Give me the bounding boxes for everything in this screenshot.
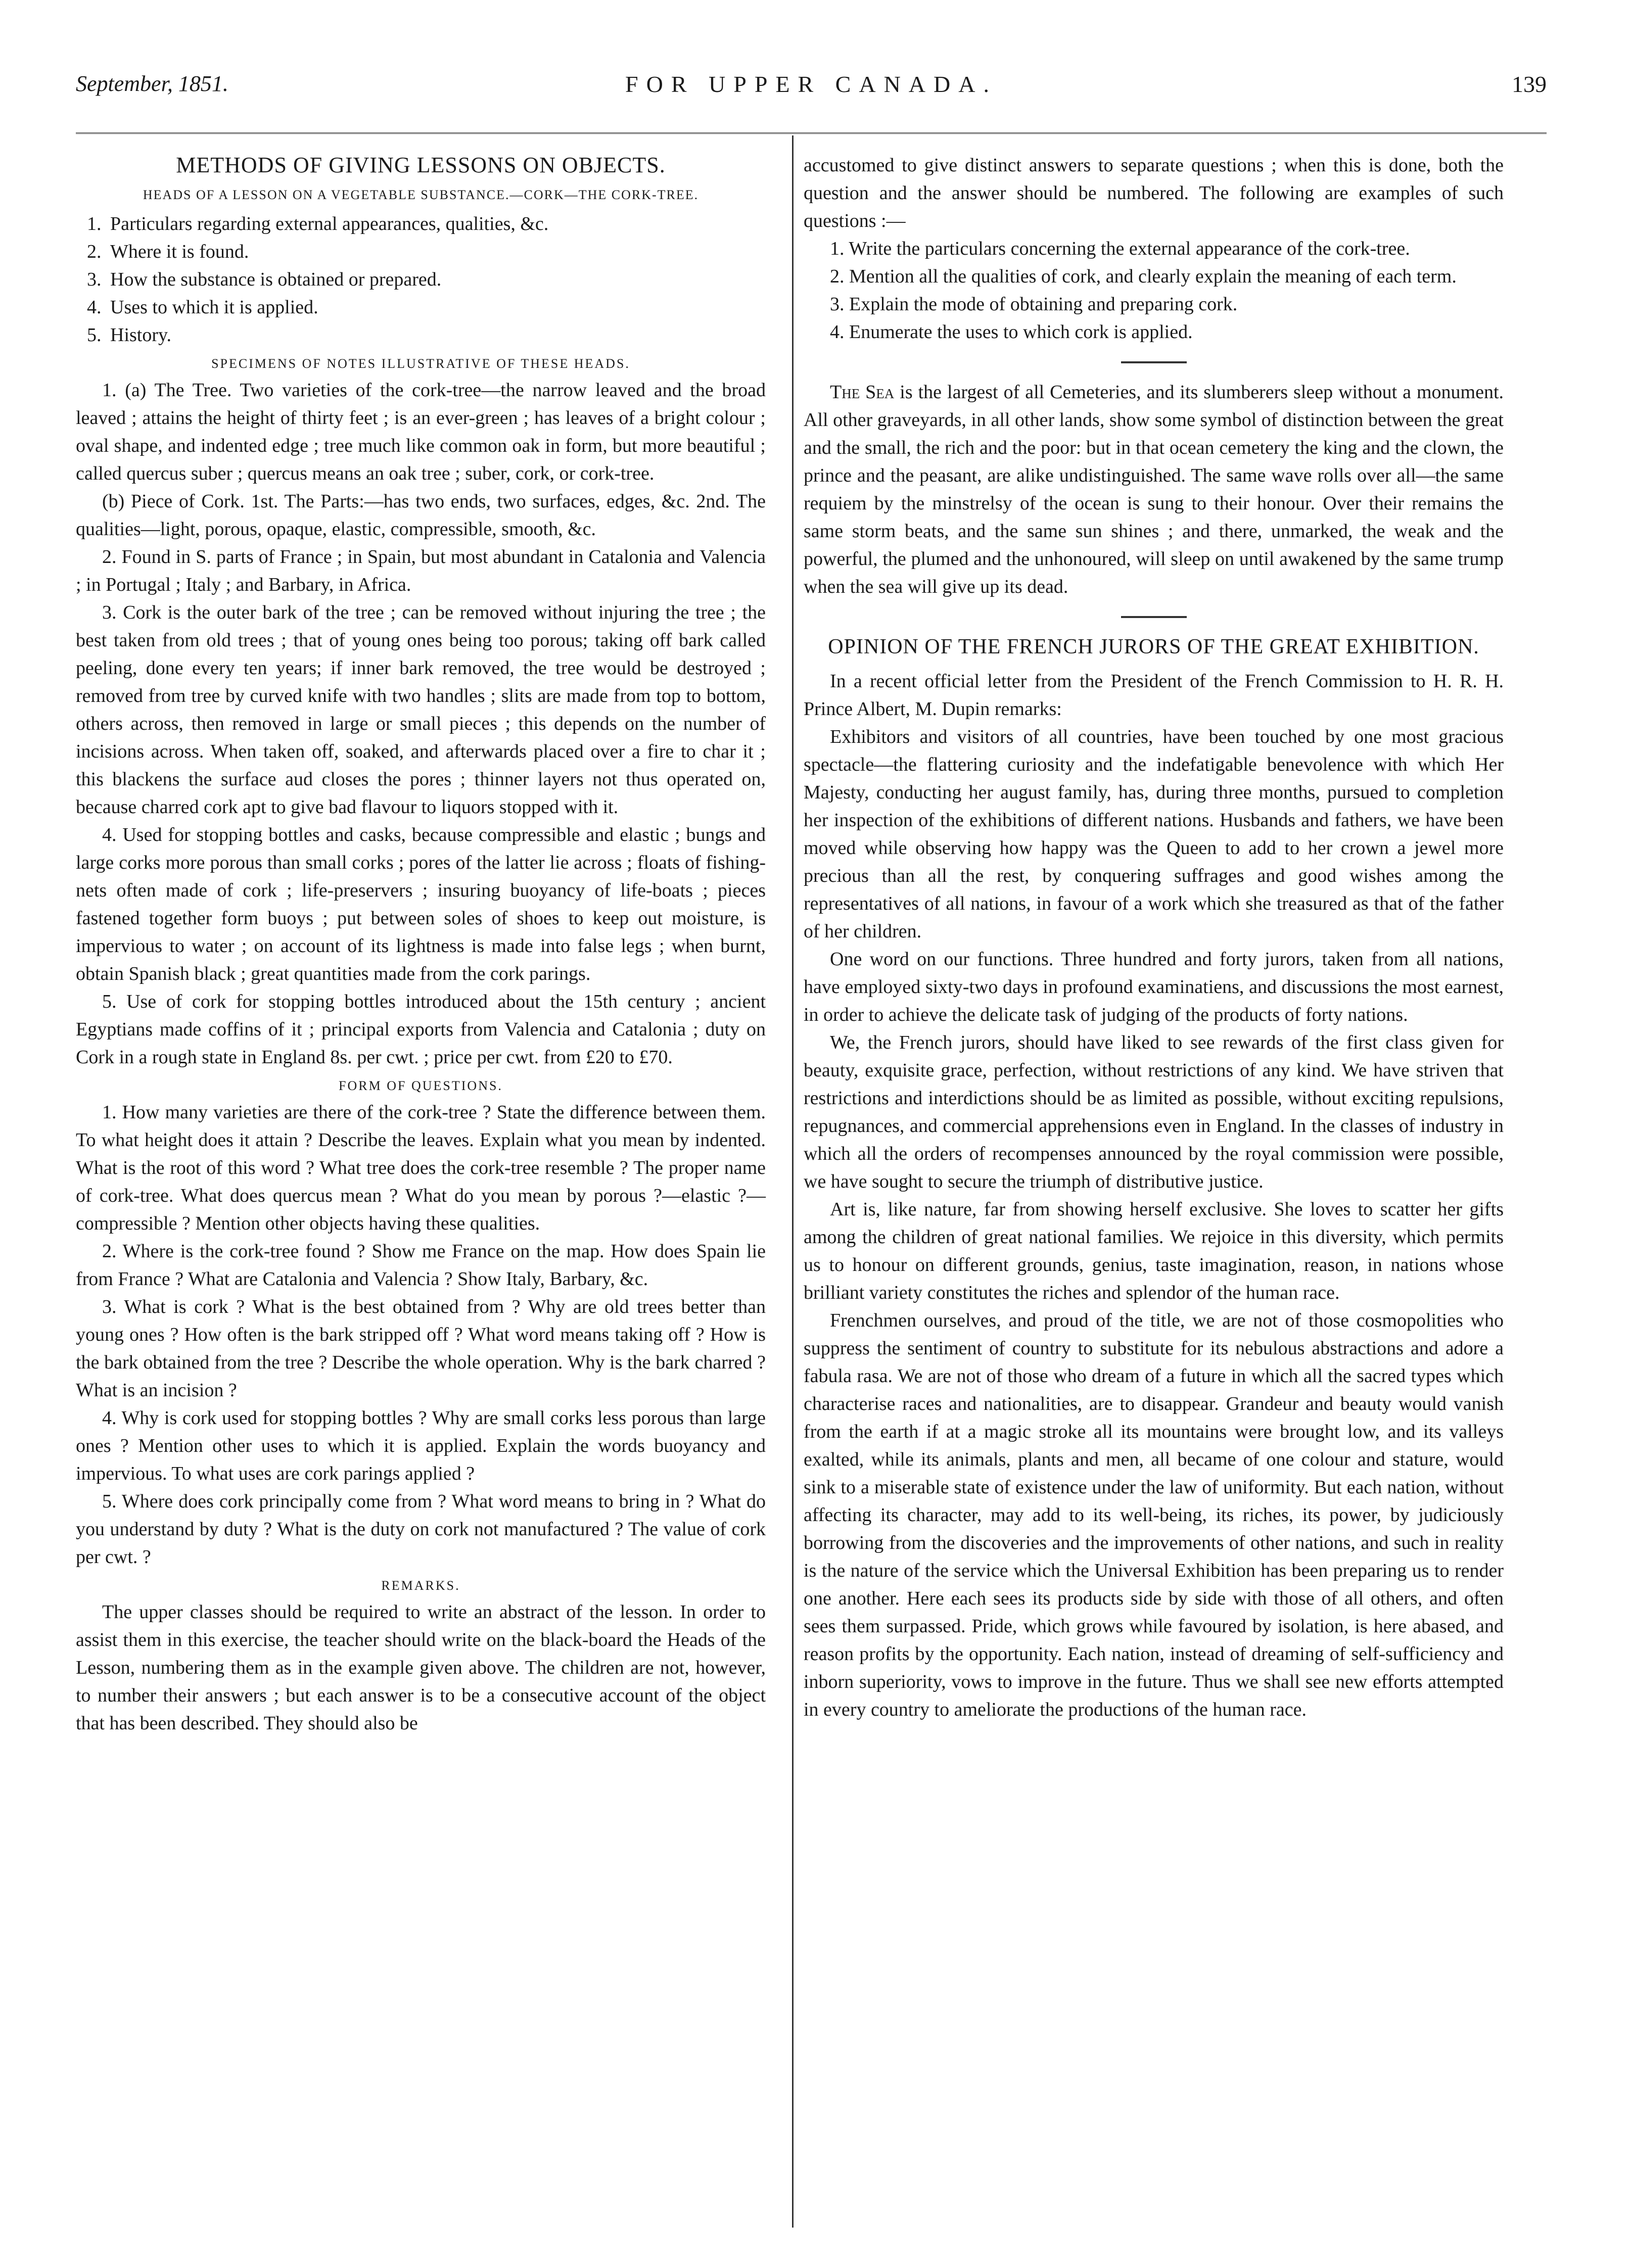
- article-title-opinion: OPINION OF THE FRENCH JURORS OF THE GREAT EXHIBITION.: [828, 635, 1479, 658]
- page-header: [76, 71, 1547, 116]
- note-paragraph: (b) Piece of Cork. 1st. The Parts:—has two ends, two surfaces, edges, &c. 2nd. The qualities—light, porous, opaque, elastic, compressible, smooth, &c.: [76, 491, 766, 540]
- opinion-paragraph: We, the French jurors, should have liked to see rewards of the first class given for beauty, exquisite grace, perfection, without restrictions of any kind. We have striven that restrictions and interdictions should be as limited as possible, without exciting repulsions, repugnances, and commercial apprehensions even in England. In the classes of industry in which all the orders of recompenses announced by the royal commission were possible, we have sought to secure the triumph of distributive justice.: [804, 1032, 1504, 1192]
- note-paragraph: 3. Cork is the outer bark of the tree ; can be removed without injuring the tree ; the best taken from old trees ; that of young ones being too porous; taking off bark called peeling, done every ten years; if inner bark removed, the tree would be destroyed ; removed from tree by curved knife with two handles ; slits are made from top to bottom, others across, then removed in large or small pieces ; this depends on the number of incisions across. When taken off, soaked, and afterwards placed over a fire to char it ; this blackens the surface aud closes the pores ; thinner layers not thus operated on, because charred cork apt to give bad flavour to liquors stopped with it.: [76, 602, 766, 818]
- example-question: 4. Enumerate the uses to which cork is applied.: [830, 321, 1193, 343]
- remarks-paragraph: The upper classes should be required to write an abstract of the lesson. In order to assist them in this exercise, the teacher should write on the black-board the Heads of the Lesson, numbering them as in the example given above. The children are not, however, to number their answers ; but each answer is to be a consecutive account of the object that has been described. They should also be: [76, 1601, 766, 1734]
- example-question: 2. Mention all the qualities of cork, and clearly explain the meaning of each term.: [830, 266, 1457, 287]
- right-column: [804, 152, 1504, 1724]
- heads-item: 5. History.: [106, 321, 766, 349]
- opinion-paragraph: Frenchmen ourselves, and proud of the title, we are not of those cosmopolities who suppress the sentiment of country to substitute for its nebulous abstractions and adore a fabula rasa. We are not of those who dream of a future in which all the sacred types which characterise races and nationalities, are to disappear. Grandeur and beauty would vanish from the earth if at a magic stroke all its mountains were brought low, and its valleys exalted, while its animals, plants and men, all became of one colour and stature, would sink to a miserable state of existence under the law of uniformity. But each nation, without affecting its character, may add to its well-being, its riches, its power, by judiciously borrowing from the discoveries and the improvements of other nations, and such in reality is the nature of the service which the Universal Exhibition has been preparing us to render one another. Here each sees its products side by side with those of all others, and often sees them surpassed. Pride, which grows while favoured by isolation, is here abased, and reason profits by the opportunity. Each nation, instead of dreaming of self-sufficiency and inborn superiority, vows to improve in the future. Thus we shall see new efforts attempted in every country to ameliorate the productions of the human race.: [804, 1310, 1504, 1720]
- example-question: 1. Write the particulars concerning the external appearance of the cork-tree.: [830, 238, 1410, 259]
- heads-item: 3. How the substance is obtained or prepared.: [106, 266, 766, 294]
- heads-list: [76, 210, 766, 349]
- opinion-paragraph: Art is, like nature, far from showing herself exclusive. She loves to scatter her gifts among the children of great national families. We rejoice in this diversity, which permits us to honour on different grounds, genius, taste imagination, reason, in nations whose brilliant variety constitutes the riches and splendor of the human race.: [804, 1199, 1504, 1303]
- section-rule: [1121, 616, 1187, 618]
- question-paragraph: 3. What is cork ? What is the best obtained from ? Why are old trees better than young ones ? How often is the bark stripped off ? What word means taking off ? How is the bark obtained from the tree ? Describe the whole operation. Why is the bark charred ? What is an incision ?: [76, 1296, 766, 1401]
- journal-title: FOR UPPER CANADA.: [625, 71, 997, 97]
- heads-item: 1. Particulars regarding external appearances, qualities, &c.: [106, 210, 766, 238]
- heads-caption: HEADS OF A LESSON ON A VEGETABLE SUBSTANCE.—CORK—THE CORK-TREE.: [143, 187, 699, 202]
- note-paragraph: 5. Use of cork for stopping bottles introduced about the 15th century ; ancient Egyptians made coffins of it ; principal exports from Valencia and Catalonia ; duty on Cork in a rough state in England 8s. per cwt. ; price per cwt. from £20 to £70.: [76, 991, 766, 1068]
- remarks-caption: REMARKS.: [381, 1578, 460, 1593]
- heads-item: 2. Where it is found.: [106, 238, 766, 266]
- section-rule: [1121, 361, 1187, 363]
- example-question: 3. Explain the mode of obtaining and preparing cork.: [830, 294, 1238, 315]
- question-paragraph: 2. Where is the cork-tree found ? Show me France on the map. How does Spain lie from France ? What are Catalonia and Valencia ? Show Italy, Barbary, &c.: [76, 1241, 766, 1290]
- question-paragraph: 5. Where does cork principally come from ? What word means to bring in ? What do you understand by duty ? What is the duty on cork not manufactured ? The value of cork per cwt. ?: [76, 1491, 766, 1568]
- opinion-paragraph: One word on our functions. Three hundred and forty jurors, taken from all nations, have employed sixty-two days in profound examinatiens, and discussions the most earnest, in order to achieve the delicate task of judging of the products of forty nations.: [804, 949, 1504, 1025]
- column-divider: [792, 135, 794, 2228]
- page-number: 139: [1512, 71, 1547, 97]
- sea-lead: The Sea: [830, 382, 895, 403]
- note-paragraph: 2. Found in S. parts of France ; in Spain, but most abundant in Catalonia and Valencia ; in Portugal ; Italy ; and Barbary, in Africa.: [76, 546, 766, 595]
- opinion-paragraph: Exhibitors and visitors of all countries, have been touched by one most gracious spectacle—the flattering curiosity and the indefatigable benevolence with which Her Majesty, conducting her august family, has, during three months, pursued to completion her inspection of the exhibitions of different nations. Husbands and fathers, we have been moved while observing how happy was the Queen to add to her crown a jewel more precious than all the rest, by conquering suffrages and good wishes among the representatives of all nations, in favour of a work which she treasured as that of the father of her children.: [804, 726, 1504, 942]
- sea-paragraph: [804, 379, 1504, 601]
- note-paragraph: 4. Used for stopping bottles and casks, because compressible and elastic ; bungs and large corks more porous than small corks ; pores of the latter lie across ; floats of fishing-nets often made of cork ; life-preservers ; insuring buoyancy of life-boats ; pieces fastened together form buoys ; put between soles of shoes to keep out moisture, is impervious to water ; on account of its lightness is made into false legs ; when burnt, obtain Spanish black ; great quantities made from the cork parings.: [76, 824, 766, 984]
- header-rule: [76, 132, 1547, 134]
- questions-caption: FORM OF QUESTIONS.: [339, 1078, 503, 1093]
- opinion-intro: In a recent official letter from the President of the French Commission to H. R. H. Prince Albert, M. Dupin remarks:: [804, 671, 1504, 720]
- question-paragraph: 1. How many varieties are there of the cork-tree ? State the difference between them. To what height does it attain ? Describe the leaves. Explain what you mean by indented. What is the root of this word ? What tree does the cork-tree resemble ? The proper name of cork-tree. What does quercus mean ? What do you mean by porous ?—elastic ?—compressible ? Mention other objects having these qualities.: [76, 1102, 766, 1234]
- left-column: [76, 152, 766, 1737]
- note-paragraph: 1. (a) The Tree. Two varieties of the cork-tree—the narrow leaved and the broad leaved ; attains the height of thirty feet ; is an ever-green ; has leaves of a bright colour ; oval shape, and indented edge ; tree much like common oak in form, but more beautiful ; called quercus suber ; quercus means an oak tree ; suber, cork, or cork-tree.: [76, 380, 766, 484]
- continuation-paragraph: accustomed to give distinct answers to separate questions ; when this is done, both the question and the answer should be numbered. The following are examples of such questions :—: [804, 155, 1504, 231]
- specimens-caption: SPECIMENS OF NOTES ILLUSTRATIVE OF THESE HEADS.: [211, 356, 630, 371]
- article-title-methods: METHODS OF GIVING LESSONS ON OBJECTS.: [176, 153, 666, 177]
- question-paragraph: 4. Why is cork used for stopping bottles ? Why are small corks less porous than large ones ? Mention other uses to which it is applied. Explain the words buoyancy and impervious. To what uses are cork parings applied ?: [76, 1407, 766, 1484]
- heads-item: 4. Uses to which it is applied.: [106, 294, 766, 321]
- issue-date: September, 1851.: [76, 71, 228, 96]
- sea-text: is the largest of all Cemeteries, and its slumberers sleep without a monument. All other graveyards, in all other lands, show some symbol of distinction between the great and the small, the rich and the poor: but in that ocean cemetery the king and the clown, the prince and the peasant, are alike undistinguished. The same wave rolls over all—the same requiem by the minstrelsy of the ocean is sung to their honour. Over their remains the same storm beats, and the same sun shines ; and there, unmarked, the weak and the powerful, the plumed and the unhonoured, will sleep on until awakened by the same trump when the sea will give up its dead.: [804, 382, 1504, 597]
